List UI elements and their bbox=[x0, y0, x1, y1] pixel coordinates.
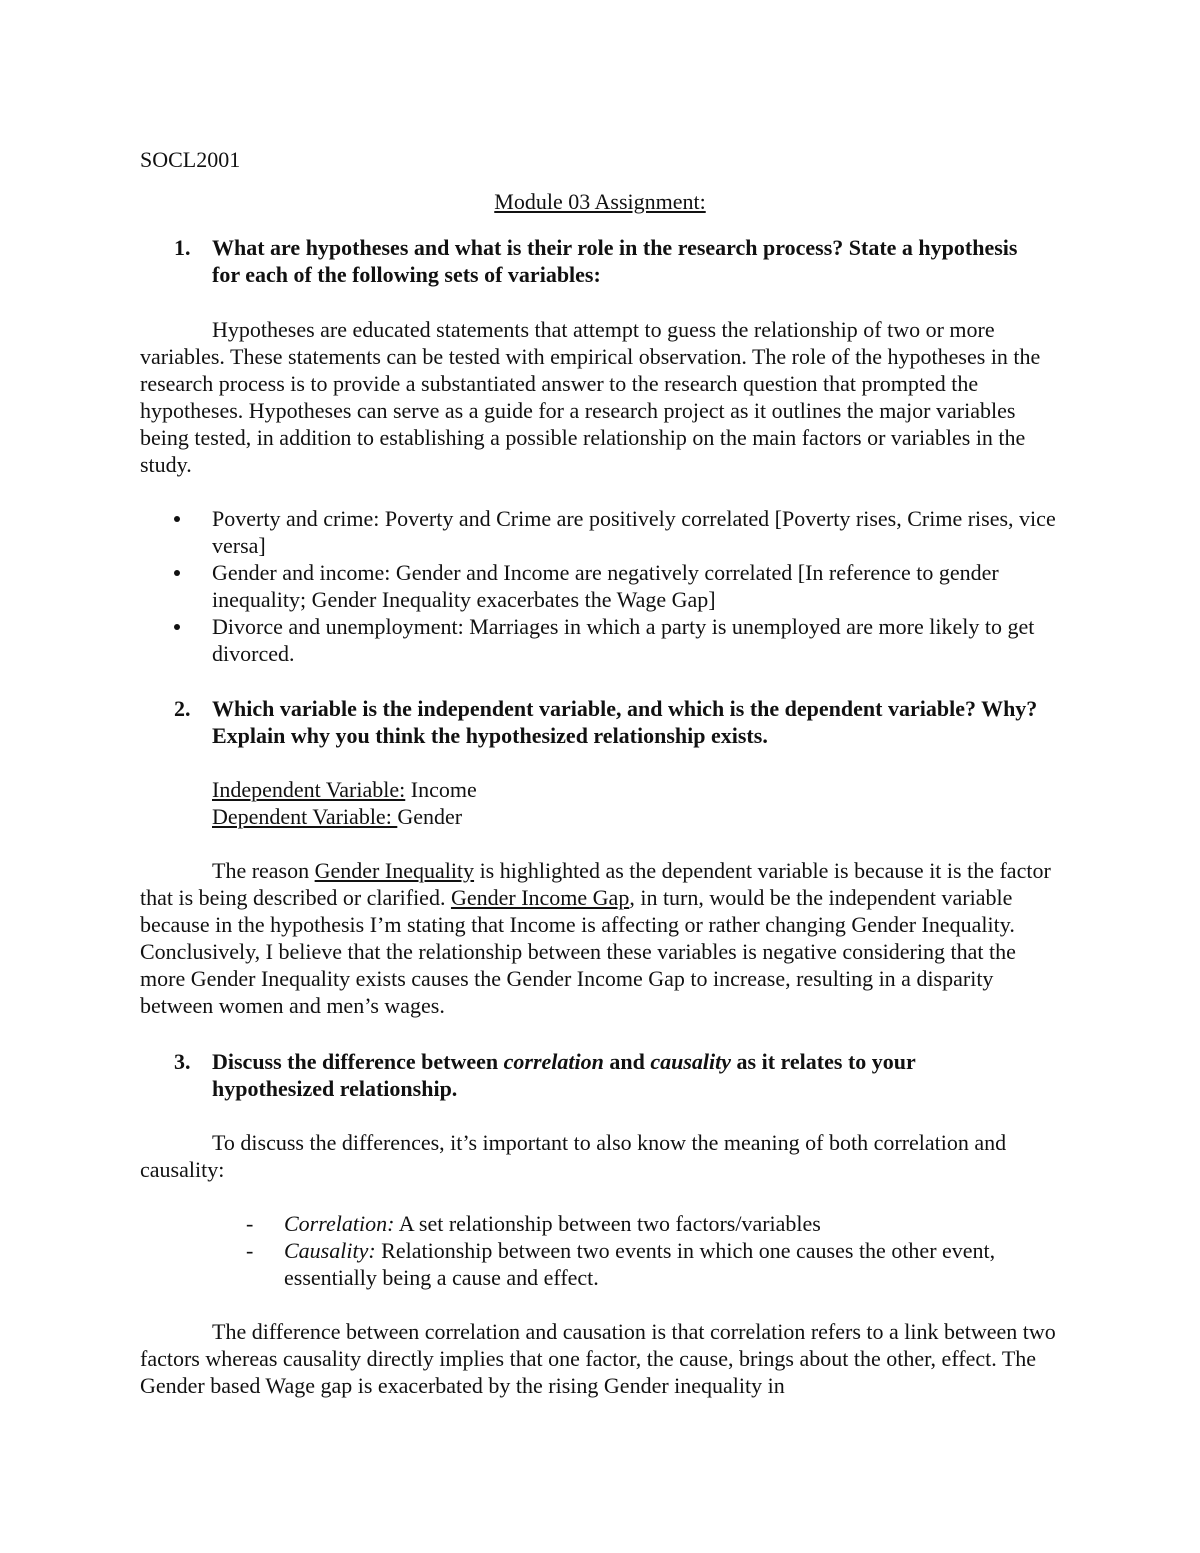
question-3-text-part: and bbox=[603, 1049, 651, 1074]
independent-variable-label: Independent Variable: bbox=[212, 777, 406, 802]
question-2-number: 2. bbox=[174, 696, 191, 721]
hypothesis-list bbox=[140, 505, 1060, 667]
variables-block bbox=[212, 776, 477, 830]
question-3-text-part: Discuss the difference between bbox=[212, 1049, 504, 1074]
list-item bbox=[140, 559, 1060, 613]
assignment-title bbox=[0, 188, 1200, 215]
question-3 bbox=[140, 1048, 1040, 1102]
question-3-answer: The difference between correlation and causation is that correlation refers to a link between two factors whereas causality directly implies that one factor, the cause, brings about the other, effect. The Gender based Wage gap is exacerbated by the rising Gender inequality in bbox=[140, 1319, 1056, 1398]
assignment-title-text: Module 03 Assignment: bbox=[494, 189, 706, 214]
question-2-text: Which variable is the independent variable, and which is the dependent variable? Why? Explain why you think the hypothesized relationship exists. bbox=[212, 696, 1038, 748]
list-item-text: Poverty and crime: Poverty and Crime are positively correlated [Poverty rises, Crime rises, vice versa] bbox=[212, 506, 1056, 558]
list-item bbox=[140, 1237, 1060, 1291]
independent-variable-value: Income bbox=[405, 777, 477, 802]
independent-variable-line bbox=[212, 776, 477, 803]
dash-marker: - bbox=[246, 1238, 254, 1263]
question-2-answer bbox=[140, 857, 1060, 1019]
question-3-italic-term: causality bbox=[650, 1049, 732, 1074]
list-item bbox=[140, 505, 1060, 559]
definition-text: Relationship between two events in which one causes the other event, essentially being a cause and effect. bbox=[284, 1238, 996, 1290]
definition-term: Correlation: bbox=[284, 1211, 395, 1236]
dependent-variable-value: Gender bbox=[397, 804, 463, 829]
question-1-answer: Hypotheses are educated statements that attempt to guess the relationship of two or more variables. These statements can be tested with empirical observation. The role of the hypotheses in the research process is to provide a substantiated answer to the research question that prompted the hypotheses. Hypotheses can serve as a guide for a research project as it outlines the major variables being tested, in addition to establishing a possible relationship on the main factors or variables in the study. bbox=[140, 317, 1041, 477]
dependent-variable-line bbox=[212, 803, 477, 830]
question-3-text bbox=[212, 1048, 1040, 1102]
answer-text: , in turn, would be the independent variable because in the hypothesis I’m stating that Income is affecting or rather changing Gender Inequality. Conclusively, I believe that the relationship between these variables is negative considering that the more Gender Inequality exists causes the Gender Income Gap to increase, resulting in a disparity between women and men’s wages. bbox=[140, 885, 1016, 1018]
question-3-number: 3. bbox=[174, 1049, 191, 1074]
definition-term: Causality: bbox=[284, 1238, 376, 1263]
answer-text: The reason bbox=[212, 858, 315, 883]
answer-text: is highlighted as the dependent variable is because it is the factor that is being described or clarified. bbox=[140, 858, 1051, 910]
question-3-text-part: as it relates to your hypothesized relationship. bbox=[212, 1049, 916, 1101]
answer-underlined-term: Gender Inequality bbox=[314, 858, 475, 883]
bullet-icon bbox=[174, 624, 180, 630]
question-1-number: 1. bbox=[174, 235, 191, 260]
bullet-icon bbox=[174, 570, 180, 576]
question-1-text: What are hypotheses and what is their role in the research process? State a hypothesis for each of the following sets of variables: bbox=[212, 235, 1018, 287]
question-3-italic-term: correlation bbox=[503, 1049, 604, 1074]
list-item-text: Divorce and unemployment: Marriages in which a party is unemployed are more likely to get divorced. bbox=[212, 614, 1035, 666]
question-2 bbox=[140, 695, 1040, 749]
dependent-variable-label: Dependent Variable: bbox=[212, 804, 398, 829]
answer-underlined-term: Gender Income Gap bbox=[450, 885, 630, 910]
list-item bbox=[140, 613, 1060, 667]
course-code: SOCL2001 bbox=[140, 147, 241, 172]
bullet-icon bbox=[174, 516, 180, 522]
dash-marker: - bbox=[246, 1211, 254, 1236]
question-3-intro: To discuss the differences, it’s important to also know the meaning of both correlation and causality: bbox=[140, 1130, 1007, 1182]
list-item-text: Gender and income: Gender and Income are negatively correlated [In reference to gender inequality; Gender Inequality exacerbates the Wage Gap] bbox=[212, 560, 999, 612]
definition-text: A set relationship between two factors/variables bbox=[394, 1211, 821, 1236]
question-1 bbox=[140, 234, 1040, 288]
list-item bbox=[140, 1210, 1060, 1237]
definitions-list bbox=[140, 1210, 1060, 1291]
